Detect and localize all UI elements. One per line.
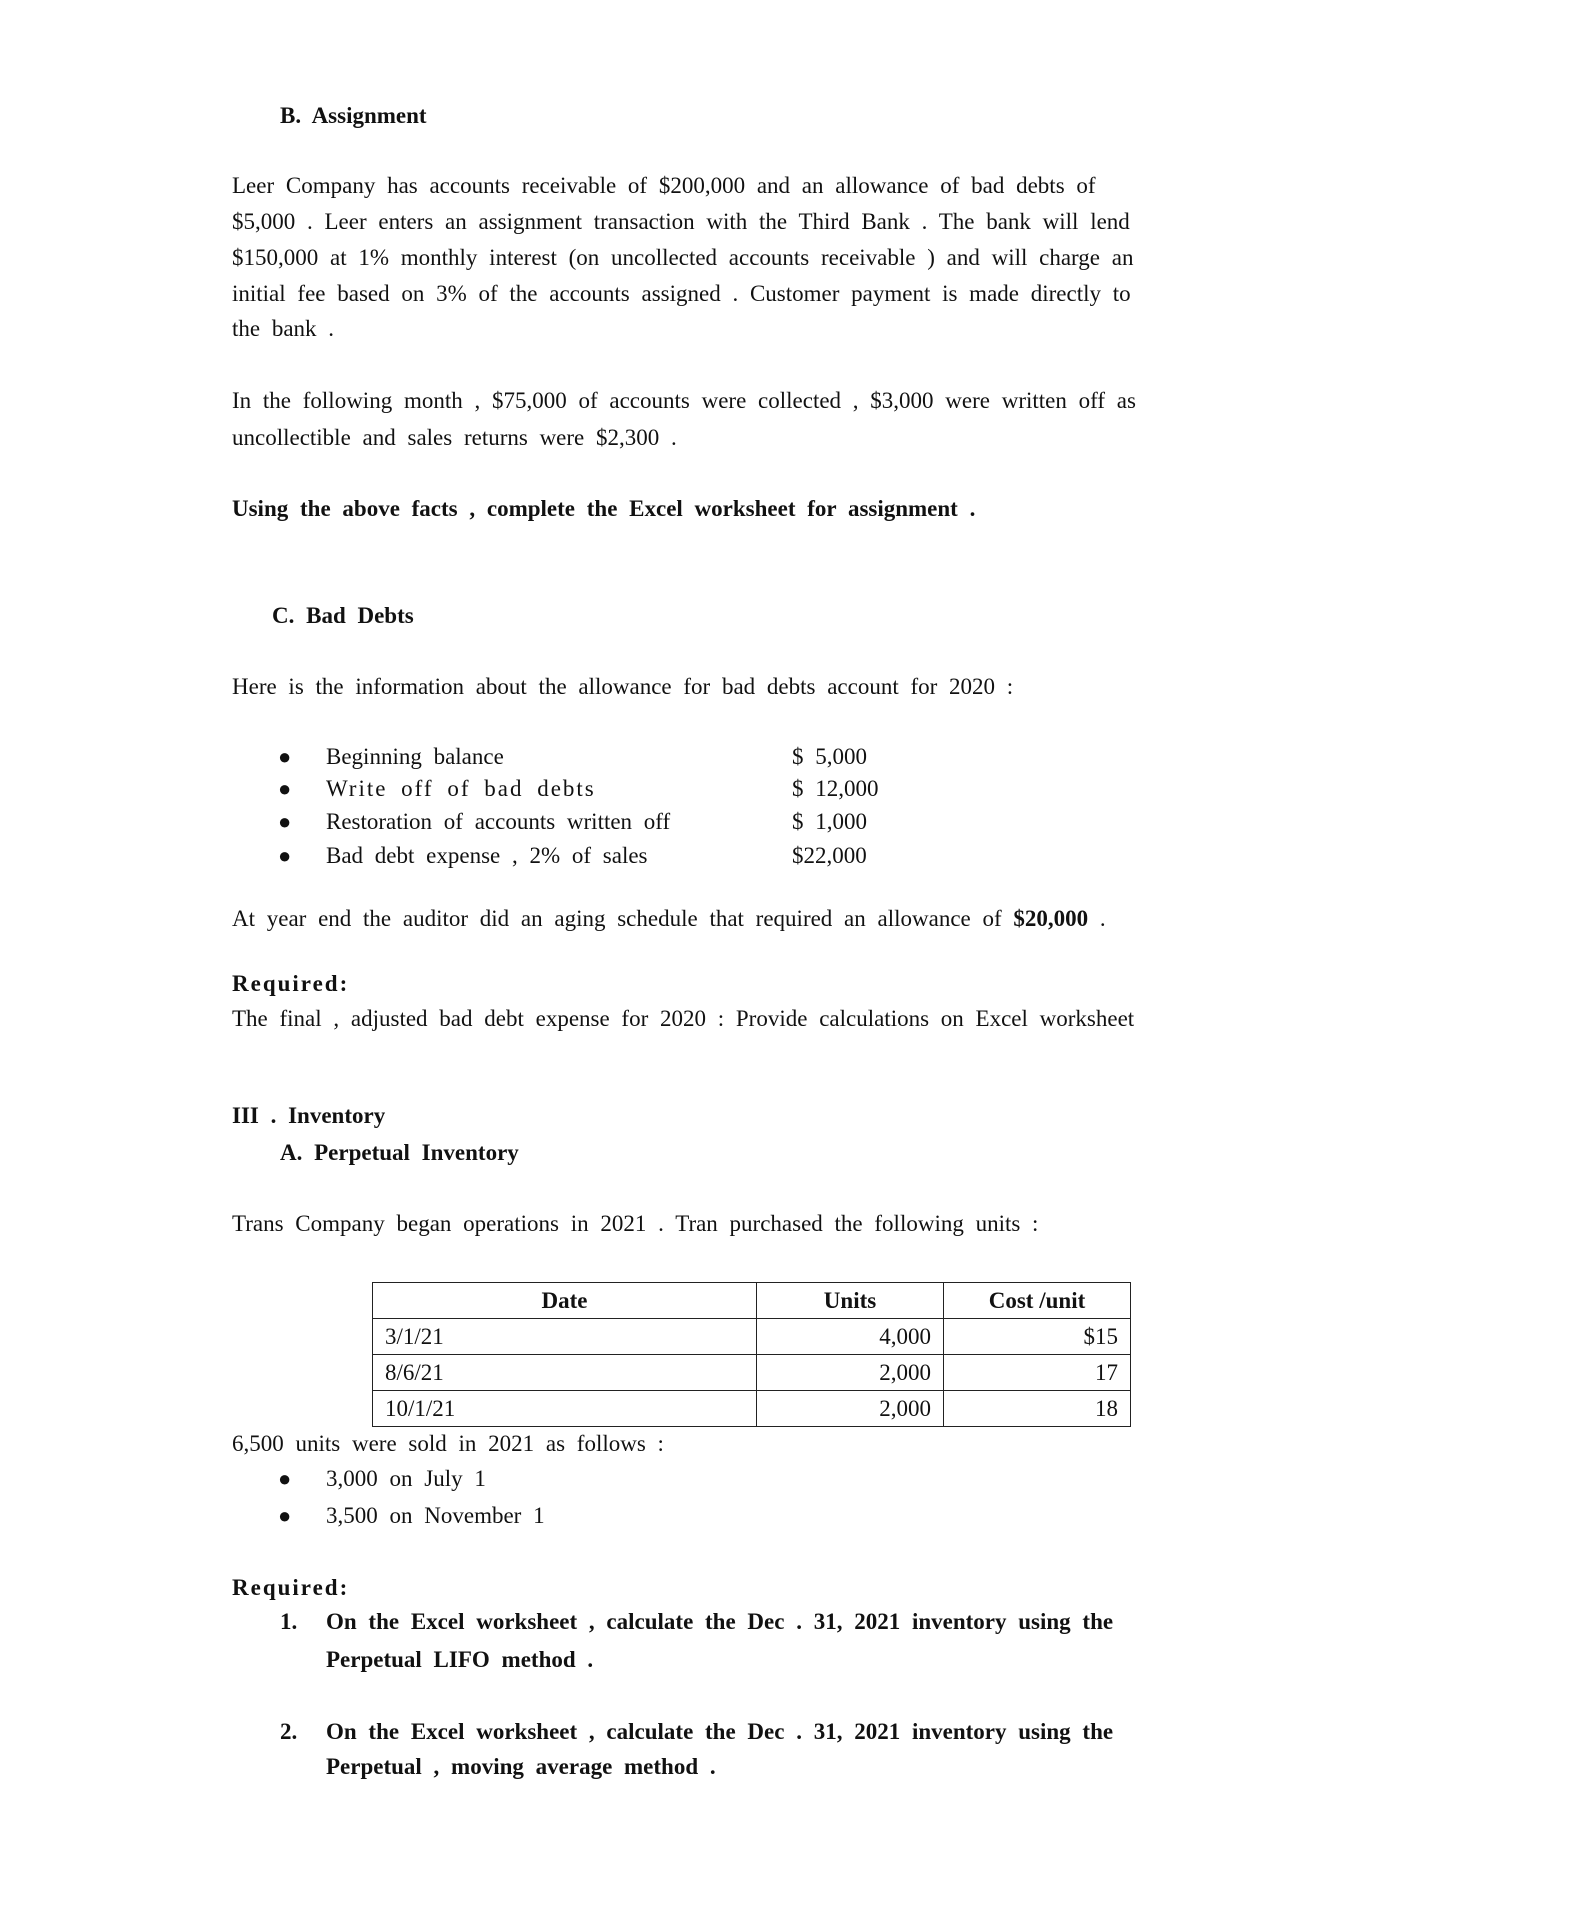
bullet-icon: ● [278, 843, 292, 868]
perpetual-inventory-heading: A. Perpetual Inventory [280, 1140, 519, 1165]
para2-line-1: In the following month , $75,000 of accounts were collected , $3,000 were written off as [232, 388, 1136, 413]
bullet-icon: ● [278, 744, 292, 769]
table-header-row [373, 1283, 1131, 1319]
sale-item: 3,000 on July 1 [326, 1466, 486, 1491]
requirement-line: On the Excel worksheet , calculate the Dec . 31, 2021 inventory using the [326, 1609, 1114, 1634]
aging-text: At year end the auditor did an aging schedule that required an allowance of [232, 906, 1002, 931]
para1-line-5: the bank . [232, 316, 335, 341]
aging-amount: $20,000 [1013, 906, 1089, 931]
cell-units: 2,000 [757, 1391, 944, 1427]
para1-line-1: Leer Company has accounts receivable of $200,000 and an allowance of bad debts of [232, 173, 1096, 198]
section-b-heading: B. Assignment [280, 103, 427, 128]
purchases-intro: Trans Company began operations in 2021 . Tran purchased the following units : [232, 1211, 1039, 1236]
cell-cost: $15 [944, 1319, 1131, 1355]
cell-units: 2,000 [757, 1355, 944, 1391]
item-value: $22,000 [792, 843, 867, 868]
para1-line-3: $150,000 at 1% monthly interest (on uncollected accounts receivable ) and will charge an [232, 245, 1134, 270]
table-row [373, 1355, 1131, 1391]
requirement-number: 2. [280, 1719, 298, 1744]
item-label: Restoration of accounts written off [326, 809, 671, 834]
cell-cost: 17 [944, 1355, 1131, 1391]
requirement-line: Perpetual , moving average method . [326, 1754, 716, 1779]
units-sold-text: 6,500 units were sold in 2021 as follows : [232, 1431, 664, 1456]
header-date: Date [373, 1283, 757, 1319]
header-cost: Cost /unit [944, 1283, 1131, 1319]
aging-statement [232, 905, 1106, 933]
requirement-number: 1. [280, 1609, 298, 1634]
requirement-line: Perpetual LIFO method . [326, 1647, 594, 1672]
para2-line-2: uncollectible and sales returns were $2,300 . [232, 425, 677, 450]
cell-cost: 18 [944, 1391, 1131, 1427]
section-iii-heading: III . Inventory [232, 1103, 386, 1128]
assignment-instruction: Using the above facts , complete the Excel worksheet for assignment . [232, 496, 976, 521]
required-label: Required: [232, 971, 350, 996]
required-label-2: Required: [232, 1575, 350, 1600]
bad-debts-intro: Here is the information about the allowance for bad debts account for 2020 : [232, 674, 1014, 699]
bullet-icon: ● [278, 1503, 292, 1528]
table-row [373, 1319, 1131, 1355]
section-c-heading: C. Bad Debts [272, 603, 414, 628]
para1-line-4: initial fee based on 3% of the accounts assigned . Customer payment is made directly to [232, 281, 1131, 306]
bullet-icon: ● [278, 1466, 292, 1491]
item-label: Bad debt expense , 2% of sales [326, 843, 648, 868]
table-row [373, 1391, 1131, 1427]
cell-date: 3/1/21 [373, 1319, 757, 1355]
item-label: Write off of bad debts [326, 776, 596, 801]
item-value: $ 12,000 [792, 776, 879, 801]
aging-end: . [1099, 906, 1106, 931]
cell-date: 10/1/21 [373, 1391, 757, 1427]
purchases-table [372, 1282, 1131, 1427]
bullet-icon: ● [278, 809, 292, 834]
item-label: Beginning balance [326, 744, 504, 769]
item-value: $ 5,000 [792, 744, 867, 769]
item-value: $ 1,000 [792, 809, 867, 834]
header-units: Units [757, 1283, 944, 1319]
sale-item: 3,500 on November 1 [326, 1503, 545, 1528]
required-text: The final , adjusted bad debt expense for 2020 : Provide calculations on Excel worksheet [232, 1006, 1135, 1031]
cell-units: 4,000 [757, 1319, 944, 1355]
requirement-line: On the Excel worksheet , calculate the Dec . 31, 2021 inventory using the [326, 1719, 1114, 1744]
para1-line-2: $5,000 . Leer enters an assignment transaction with the Third Bank . The bank will lend [232, 209, 1130, 234]
bullet-icon: ● [278, 776, 292, 801]
cell-date: 8/6/21 [373, 1355, 757, 1391]
